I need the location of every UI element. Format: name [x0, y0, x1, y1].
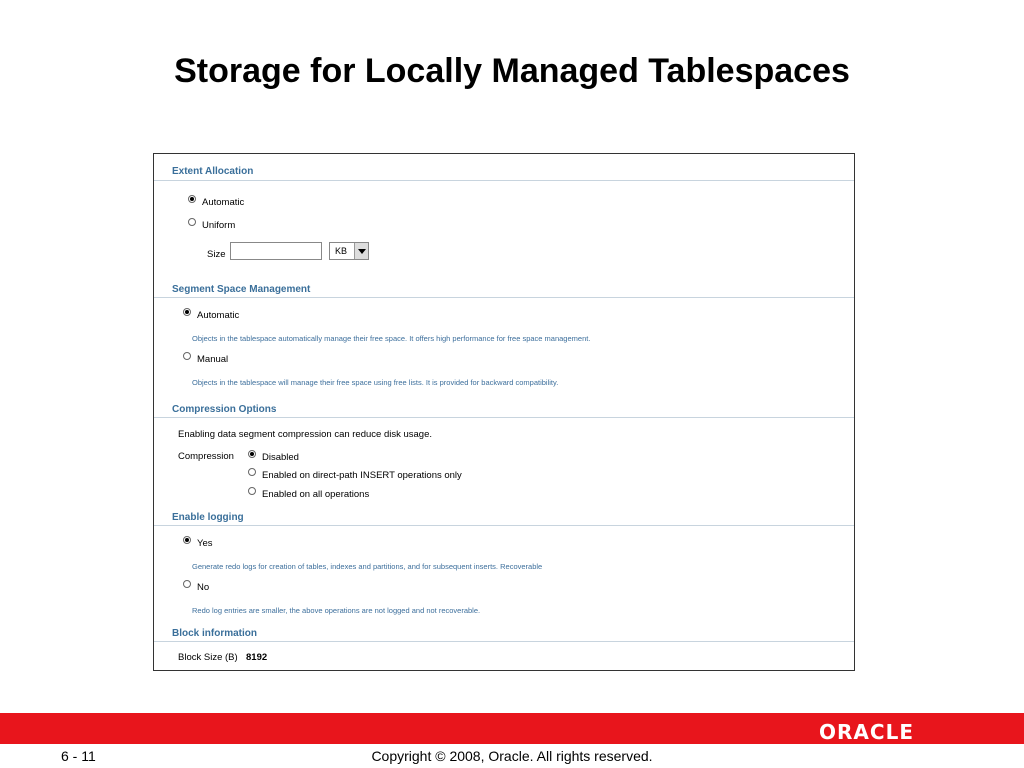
segment-automatic-description: Objects in the tablespace automatically manage their free space. It offers high performance for free space management.: [192, 334, 591, 343]
extent-automatic-radio[interactable]: [188, 195, 196, 203]
extent-allocation-heading: Extent Allocation: [172, 166, 254, 177]
section-divider: [154, 641, 854, 642]
extent-uniform-radio[interactable]: [188, 218, 196, 226]
logging-heading: Enable logging: [172, 512, 244, 523]
page-number: 6 - 11: [61, 748, 96, 764]
segment-space-heading: Segment Space Management: [172, 284, 311, 295]
size-label: Size: [207, 249, 226, 260]
compression-heading: Compression Options: [172, 404, 277, 415]
segment-manual-radio[interactable]: [183, 352, 191, 360]
section-divider: [154, 525, 854, 526]
extent-uniform-label: Uniform: [202, 220, 236, 231]
section-divider: [154, 297, 854, 298]
logging-no-radio[interactable]: [183, 580, 191, 588]
segment-automatic-radio[interactable]: [183, 308, 191, 316]
block-info-heading: Block information: [172, 628, 258, 639]
compression-option-label: Enabled on all operations: [262, 489, 370, 500]
segment-automatic-label: Automatic: [197, 310, 240, 321]
segment-manual-label: Manual: [197, 354, 229, 365]
compression-all-operations-radio[interactable]: [248, 487, 256, 495]
size-unit-select[interactable]: [329, 242, 369, 260]
section-divider: [154, 180, 854, 181]
logging-yes-radio[interactable]: [183, 536, 191, 544]
segment-manual-description: Objects in the tablespace will manage their free space using free lists. It is provided for backward compatibility.: [192, 378, 559, 387]
logging-no-label: No: [197, 582, 210, 593]
slide-title: Storage for Locally Managed Tablespaces: [174, 52, 850, 90]
section-divider: [154, 417, 854, 418]
compression-direct-path-radio[interactable]: [248, 468, 256, 476]
logging-no-description: Redo log entries are smaller, the above operations are not logged and not recoverable.: [192, 606, 481, 615]
block-size-label: Block Size (B): [178, 652, 238, 663]
compression-option-label: Enabled on direct-path INSERT operations only: [262, 470, 462, 481]
oracle-logo: ORACLE: [819, 720, 914, 744]
logging-yes-description: Generate redo logs for creation of tables, indexes and partitions, and for subsequent inserts. Recoverable: [192, 562, 543, 571]
tablespace-storage-panel: [153, 153, 855, 671]
compression-field-label: Compression: [178, 451, 234, 462]
block-size-value: 8192: [246, 652, 268, 663]
footer-bar: [0, 713, 1024, 744]
chevron-down-icon[interactable]: [354, 243, 368, 259]
extent-automatic-label: Automatic: [202, 197, 245, 208]
compression-disabled-radio[interactable]: [248, 450, 256, 458]
logging-yes-label: Yes: [197, 538, 213, 549]
compression-intro: Enabling data segment compression can reduce disk usage.: [178, 429, 433, 440]
size-input[interactable]: [230, 242, 322, 260]
copyright-text: Copyright © 2008, Oracle. All rights reserved.: [371, 748, 653, 764]
compression-option-label: Disabled: [262, 452, 299, 463]
size-unit-value: KB: [335, 246, 348, 256]
